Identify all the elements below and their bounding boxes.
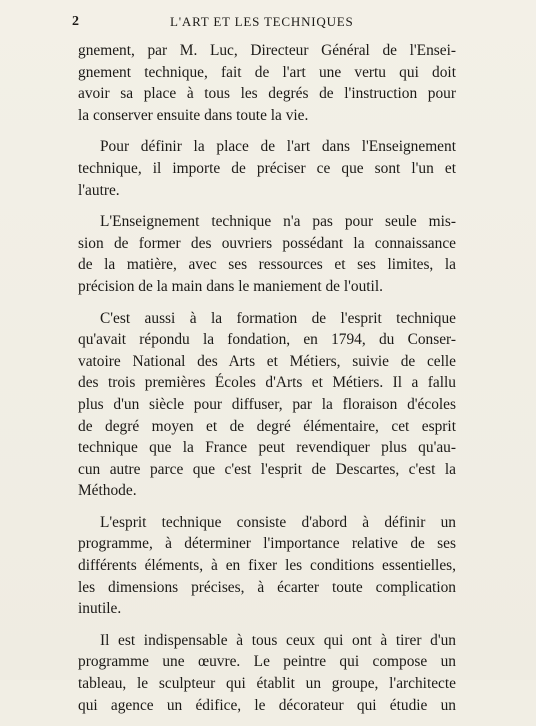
text-line: qu'avait répondu la fondation, en 1794, du Conser- bbox=[78, 331, 456, 349]
page-header bbox=[60, 14, 480, 32]
text-line: avoir sa place à tous les degrés de l'instruction pour bbox=[78, 85, 456, 103]
text-line: gnement, par M. Luc, Directeur Général de l'Ensei- bbox=[78, 42, 456, 59]
text-line: gnement technique, fait de l'art une vertu qui doit bbox=[78, 63, 456, 81]
text-line: l'autre. bbox=[78, 181, 120, 199]
text-line: vatoire National des Arts et Métiers, suivie de celle bbox=[78, 352, 456, 370]
text-line: L'Enseignement technique n'a pas pour seule mis- bbox=[100, 213, 456, 231]
text-line: des trois premières Écoles d'Arts et Métiers. Il a fallu bbox=[78, 374, 456, 392]
running-title: L'ART ET LES TECHNIQUES bbox=[170, 14, 354, 29]
text-line: cun autre parce que c'est l'esprit de Descartes, c'est la bbox=[78, 460, 456, 478]
text-line: de la matière, avec ses ressources et ses limites, la bbox=[78, 256, 456, 274]
text-line: programme, à déterminer l'importance relative de ses bbox=[78, 535, 456, 553]
text-line: la conserver ensuite dans toute la vie. bbox=[78, 106, 309, 124]
text-line: Méthode. bbox=[78, 482, 137, 500]
text-line: les dimensions précises, à écarter toute complication bbox=[78, 578, 456, 596]
body-text bbox=[78, 40, 456, 726]
text-line: inutile. bbox=[78, 600, 122, 618]
paragraph bbox=[78, 630, 456, 716]
text-line: plus d'un siècle pour diffuser, par la floraison d'écoles bbox=[78, 395, 456, 413]
paragraph bbox=[78, 512, 456, 620]
text-line: technique que la France peut revendiquer plus qu'au- bbox=[78, 439, 456, 457]
page-number: 2 bbox=[72, 14, 79, 29]
text-line: précision de la main dans le maniement de l'outil. bbox=[78, 277, 383, 295]
text-line: sion de former des ouvriers possédant la connaissance bbox=[78, 234, 456, 252]
paragraph bbox=[78, 40, 456, 126]
text-line: technique, il importe de préciser ce que sont l'un et bbox=[78, 159, 456, 177]
text-line: L'esprit technique consiste d'abord à définir un bbox=[100, 513, 456, 531]
text-line: de degré moyen et de degré élémentaire, cet esprit bbox=[78, 417, 456, 435]
paragraph bbox=[78, 136, 456, 201]
paragraph bbox=[78, 308, 456, 502]
text-line: programme une œuvre. Le peintre qui compose un bbox=[78, 653, 456, 671]
text-line: tableau, le sculpteur qui établit un groupe, l'architecte bbox=[78, 675, 456, 693]
text-line: Il est indispensable à tous ceux qui ont à tirer d'un bbox=[100, 631, 456, 649]
text-line: C'est aussi à la formation de l'esprit technique bbox=[100, 309, 456, 327]
text-line: Pour définir la place de l'art dans l'Enseignement bbox=[100, 138, 456, 156]
text-line: qui agence un édifice, le décorateur qui étudie un bbox=[78, 696, 456, 714]
paragraph bbox=[78, 211, 456, 297]
text-line: différents éléments, à en fixer les conditions essentielles, bbox=[78, 557, 456, 575]
